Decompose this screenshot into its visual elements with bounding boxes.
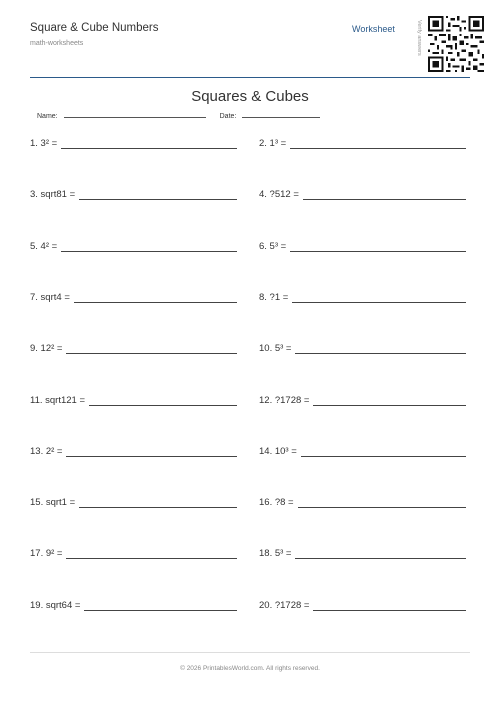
problem-text: 7. sqrt4 = xyxy=(30,291,70,303)
problem-item xyxy=(30,496,237,508)
site-subtitle: math-worksheets xyxy=(30,40,84,47)
name-label: Name: xyxy=(37,113,58,120)
worksheet-header xyxy=(30,0,470,78)
answer-blank[interactable] xyxy=(66,549,237,559)
problem-text: 17. 9² = xyxy=(30,548,63,560)
site-title: Square & Cube Numbers xyxy=(30,22,159,34)
verify-answers-label xyxy=(412,20,424,70)
problem-text: 14. 10³ = xyxy=(259,445,297,457)
problem-text: 8. ?1 = xyxy=(259,291,289,303)
problem-text: 3. sqrt81 = xyxy=(30,189,76,201)
problem-text: 5. 4² = xyxy=(30,240,58,252)
worksheet-tag: Worksheet xyxy=(352,24,395,34)
problem-item xyxy=(259,240,466,252)
problem-item xyxy=(259,547,466,559)
problem-text: 18. 5³ = xyxy=(259,548,292,560)
answer-blank[interactable] xyxy=(313,396,466,406)
problem-item xyxy=(259,137,466,149)
header-divider xyxy=(30,77,470,78)
worksheet-title: Squares & Cubes xyxy=(191,88,309,105)
footer-copyright: © 2026 PrintablesWorld.com. All rights reserved. xyxy=(180,665,320,672)
problem-item xyxy=(259,394,466,406)
problem-item xyxy=(259,342,466,354)
problem-text: 6. 5³ = xyxy=(259,240,287,252)
date-field[interactable] xyxy=(242,110,320,118)
verify-answers-text: Verify answers xyxy=(416,20,422,56)
name-field[interactable] xyxy=(64,110,206,118)
problem-text: 15. sqrt1 = xyxy=(30,497,76,509)
problem-item xyxy=(30,445,237,457)
answer-blank[interactable] xyxy=(298,498,466,508)
date-label: Date: xyxy=(219,113,237,120)
problem-item xyxy=(259,188,466,200)
problem-text: 10. 5³ = xyxy=(259,343,292,355)
answer-blank[interactable] xyxy=(295,344,466,354)
answer-blank[interactable] xyxy=(74,293,237,303)
problem-item xyxy=(259,496,466,508)
answer-blank[interactable] xyxy=(303,190,466,200)
answer-blank[interactable] xyxy=(295,549,466,559)
problem-item xyxy=(259,445,466,457)
problem-item xyxy=(30,547,237,559)
answer-blank[interactable] xyxy=(79,190,237,200)
answer-blank[interactable] xyxy=(66,344,237,354)
problem-text: 19. sqrt64 = xyxy=(30,599,81,611)
name-date-row xyxy=(37,110,320,120)
problem-item xyxy=(30,394,237,406)
answer-blank[interactable] xyxy=(313,601,466,611)
problem-text: 9. 12² = xyxy=(30,343,63,355)
problem-text: 1. 3² = xyxy=(30,138,58,149)
answer-blank[interactable] xyxy=(61,242,237,252)
problem-item xyxy=(30,599,237,611)
problem-text: 4. ?512 = xyxy=(259,189,299,201)
answer-blank[interactable] xyxy=(290,139,466,149)
problem-item xyxy=(30,240,237,252)
problem-text: 13. 2² = xyxy=(30,445,63,457)
problem-item xyxy=(30,137,237,149)
qr-code-icon[interactable] xyxy=(428,16,484,72)
answer-blank[interactable] xyxy=(89,396,237,406)
problem-text: 11. sqrt121 = xyxy=(30,394,86,406)
answer-blank[interactable] xyxy=(84,601,237,611)
answer-blank[interactable] xyxy=(61,139,237,149)
footer-divider xyxy=(30,652,470,653)
answer-blank[interactable] xyxy=(290,242,466,252)
problem-text: 12. ?1728 = xyxy=(259,394,310,406)
problem-item xyxy=(30,188,237,200)
answer-blank[interactable] xyxy=(79,498,237,508)
answer-blank[interactable] xyxy=(292,293,466,303)
answer-blank[interactable] xyxy=(301,447,466,457)
problem-item xyxy=(30,291,237,303)
problem-text: 2. 1³ = xyxy=(259,138,287,149)
problem-text: 16. ?8 = xyxy=(259,497,294,509)
answer-blank[interactable] xyxy=(66,447,237,457)
problem-item xyxy=(259,291,466,303)
problem-item xyxy=(30,342,237,354)
problem-text: 20. ?1728 = xyxy=(259,599,310,611)
problem-item xyxy=(259,599,466,611)
